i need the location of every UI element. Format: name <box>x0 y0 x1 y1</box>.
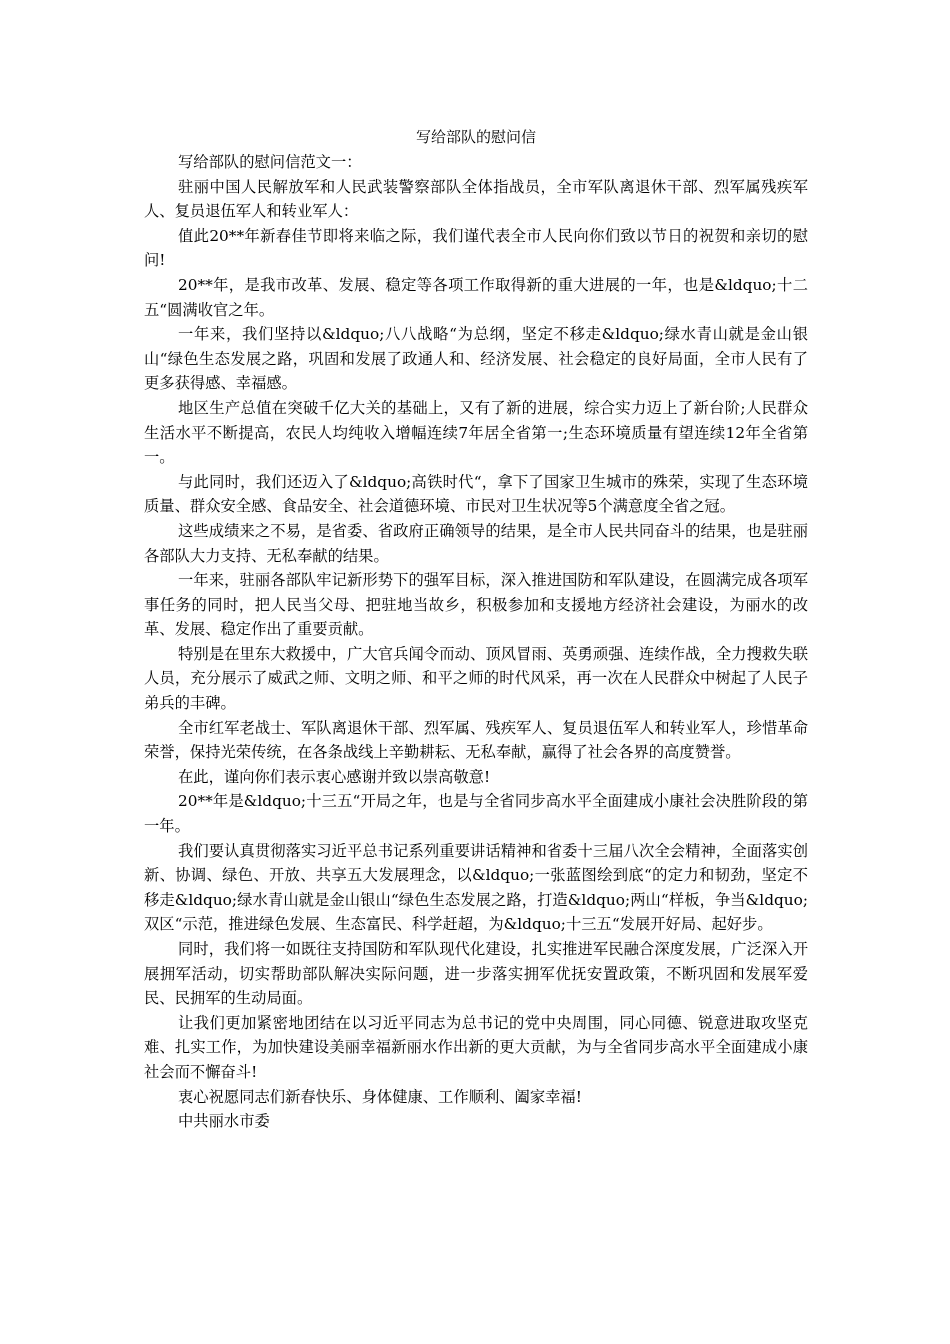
paragraph-body: 特别是在里东大救援中，广大官兵闻令而动、顶风冒雨、英勇顽强、连续作战，全力搜救失联人员，充分展示了威武之师、文明之师、和平之师的时代风采，再一次在人民群众中树起了人民子弟兵的丰碑。 <box>144 644 808 713</box>
paragraph-greeting: 值此20**年新春佳节即将来临之际，我们谨代表全市人民向你们致以节日的祝贺和亲切的慰问! <box>144 226 808 270</box>
paragraph-body: 在此，谨向你们表示衷心感谢并致以崇高敬意! <box>178 767 491 786</box>
paragraph-body: 20**年是&ldquo;十三五“开局之年，也是与全省同步高水平全面建成小康社会决胜阶段的第一年。 <box>144 792 808 836</box>
paragraph-closing-wish: 衷心祝愿同志们新春快乐、身体健康、工作顺利、阖家幸福! <box>178 1087 582 1106</box>
document-page <box>144 125 808 1134</box>
paragraph-body: 让我们更加紧密地团结在以习近平同志为总书记的党中央周围，同心同德、锐意进取攻坚克难、扎实工作，为加快建设美丽幸福新丽水作出新的更大贡献，为与全省同步高水平全面建成小康社会而不懈奋斗! <box>144 1013 808 1081</box>
paragraph-addressee: 驻丽中国人民解放军和人民武装警察部队全体指战员，全市军队离退休干部、烈军属残疾军人、复员退伍军人和转业军人： <box>144 177 808 221</box>
paragraph-body: 与此同时，我们还迈入了&ldquo;高铁时代“，拿下了国家卫生城市的殊荣，实现了生态环境质量、群众安全感、食品安全、社会道德环境、市民对卫生状况等5个满意度全省之冠。 <box>144 472 808 516</box>
paragraph-body: 20**年，是我市改革、发展、稳定等各项工作取得新的重大进展的一年，也是&ldquo;十二五“圆满收官之年。 <box>144 275 808 319</box>
paragraph-signature: 中共丽水市委 <box>178 1112 270 1131</box>
paragraph-body: 一年来，我们坚持以&ldquo;八八战略“为总纲，坚定不移走&ldquo;绿水青山就是金山银山“绿色生态发展之路，巩固和发展了政通人和、经济发展、社会稳定的良好局面，全市人民有了更多获得感、幸福感。 <box>144 325 808 393</box>
paragraph-body: 地区生产总值在突破千亿大关的基础上，又有了新的进展，综合实力迈上了新台阶;人民群众生活水平不断提高，农民人均纯收入增幅连续7年居全省第一;生态环境质量有望连续12年全省第一。 <box>144 398 808 467</box>
paragraph-salutation-heading: 写给部队的慰问信范文一： <box>178 153 362 171</box>
paragraph-body: 这些成绩来之不易，是省委、省政府正确领导的结果，是全市人民共同奋斗的结果，也是驻丽各部队大力支持、无私奉献的结果。 <box>144 521 808 565</box>
paragraph-body: 同时，我们将一如既往支持国防和军队现代化建设，扎实推进军民融合深度发展，广泛深入开展拥军活动，切实帮助部队解决实际问题，进一步落实拥军优抚安置政策，不断巩固和发展军爱民、民拥军的生动局面。 <box>144 940 808 1008</box>
paragraph-body: 全市红军老战士、军队离退休干部、烈军属、残疾军人、复员退伍军人和转业军人，珍惜革命荣誉，保持光荣传统，在各条战线上辛勤耕耘、无私奉献，赢得了社会各界的高度赞誉。 <box>144 718 808 762</box>
paragraph-body: 一年来，驻丽各部队牢记新形势下的强军目标，深入推进国防和军队建设，在圆满完成各项军事任务的同时，把人民当父母、把驻地当故乡，积极参加和支援地方经济社会建设，为丽水的改革、发展、稳定作出了重要贡献。 <box>144 571 808 639</box>
paragraph-body: 我们要认真贯彻落实习近平总书记系列重要讲话精神和省委十三届八次全会精神，全面落实创新、协调、绿色、开放、共享五大发展理念，以&ldquo;一张蓝图绘到底“的定力和韧劲，坚定不移走&ldquo;绿水青山就是金山银山“绿色生态发展之路，打造&ldquo;两山“样板，争当&ldquo;双区“示范，推进绿色发展、生态富民、科学赶超，为&ldquo;十三五“发展开好局、起好步。 <box>144 841 808 934</box>
document-title: 写给部队的慰问信 <box>415 128 536 146</box>
